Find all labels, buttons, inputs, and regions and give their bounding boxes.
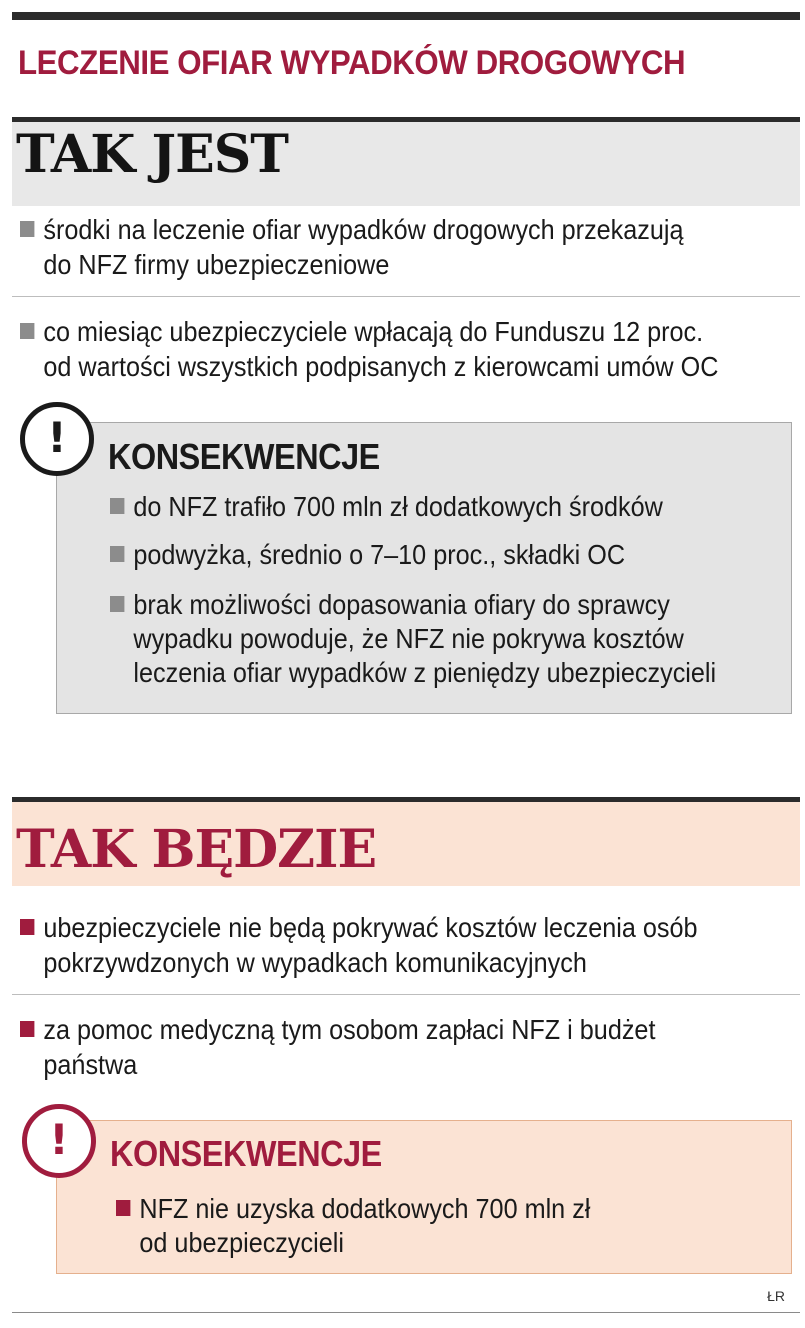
divider: [12, 296, 800, 297]
consequences-heading: KONSEKWENCJE: [110, 1133, 382, 1174]
list-item: do NFZ trafiło 700 mln zł dodatkowych środków: [110, 490, 722, 524]
section-title-tak-bedzie: TAK BĘDZIE: [16, 819, 377, 880]
list-item: podwyżka, średnio o 7–10 proc., składki OC: [110, 538, 722, 572]
consequences-heading: KONSEKWENCJE: [108, 436, 380, 477]
top-rule: [12, 12, 800, 20]
square-bullet-icon: [20, 221, 34, 237]
square-bullet-icon: [110, 498, 124, 514]
alert-icon: !: [20, 402, 94, 476]
list-item: ubezpieczyciele nie będą pokrywać kosztów leczenia osób pokrzywdzonych w wypadkach komunikacyjnych: [20, 910, 722, 980]
list-item: za pomoc medyczną tym osobom zapłaci NFZ i budżet państwa: [20, 1012, 722, 1082]
bottom-rule: [12, 1312, 800, 1313]
list-item: brak możliwości dopasowania ofiary do sprawcy wypadku powoduje, że NFZ nie pokrywa kosztów leczenia ofiar wypadków z pieniędzy ubezpieczycieli: [110, 588, 722, 690]
square-bullet-icon: [20, 919, 34, 935]
page-title: LECZENIE OFIAR WYPADKÓW DROGOWYCH: [18, 44, 686, 82]
author-credit: ŁR: [767, 1288, 785, 1304]
list-item: NFZ nie uzyska dodatkowych 700 mln zł od ubezpieczycieli: [116, 1192, 728, 1260]
square-bullet-icon: [20, 1021, 34, 1037]
square-bullet-icon: [110, 596, 124, 612]
section-title-tak-jest: TAK JEST: [16, 124, 288, 185]
square-bullet-icon: [20, 323, 34, 339]
square-bullet-icon: [116, 1200, 130, 1216]
square-bullet-icon: [110, 546, 124, 562]
list-item: co miesiąc ubezpieczyciele wpłacają do Funduszu 12 proc. od wartości wszystkich podpisanych z kierowcami umów OC: [20, 314, 722, 384]
list-item: środki na leczenie ofiar wypadków drogowych przekazują do NFZ firmy ubezpieczeniowe: [20, 212, 722, 282]
divider: [12, 994, 800, 995]
alert-icon: !: [22, 1104, 96, 1178]
